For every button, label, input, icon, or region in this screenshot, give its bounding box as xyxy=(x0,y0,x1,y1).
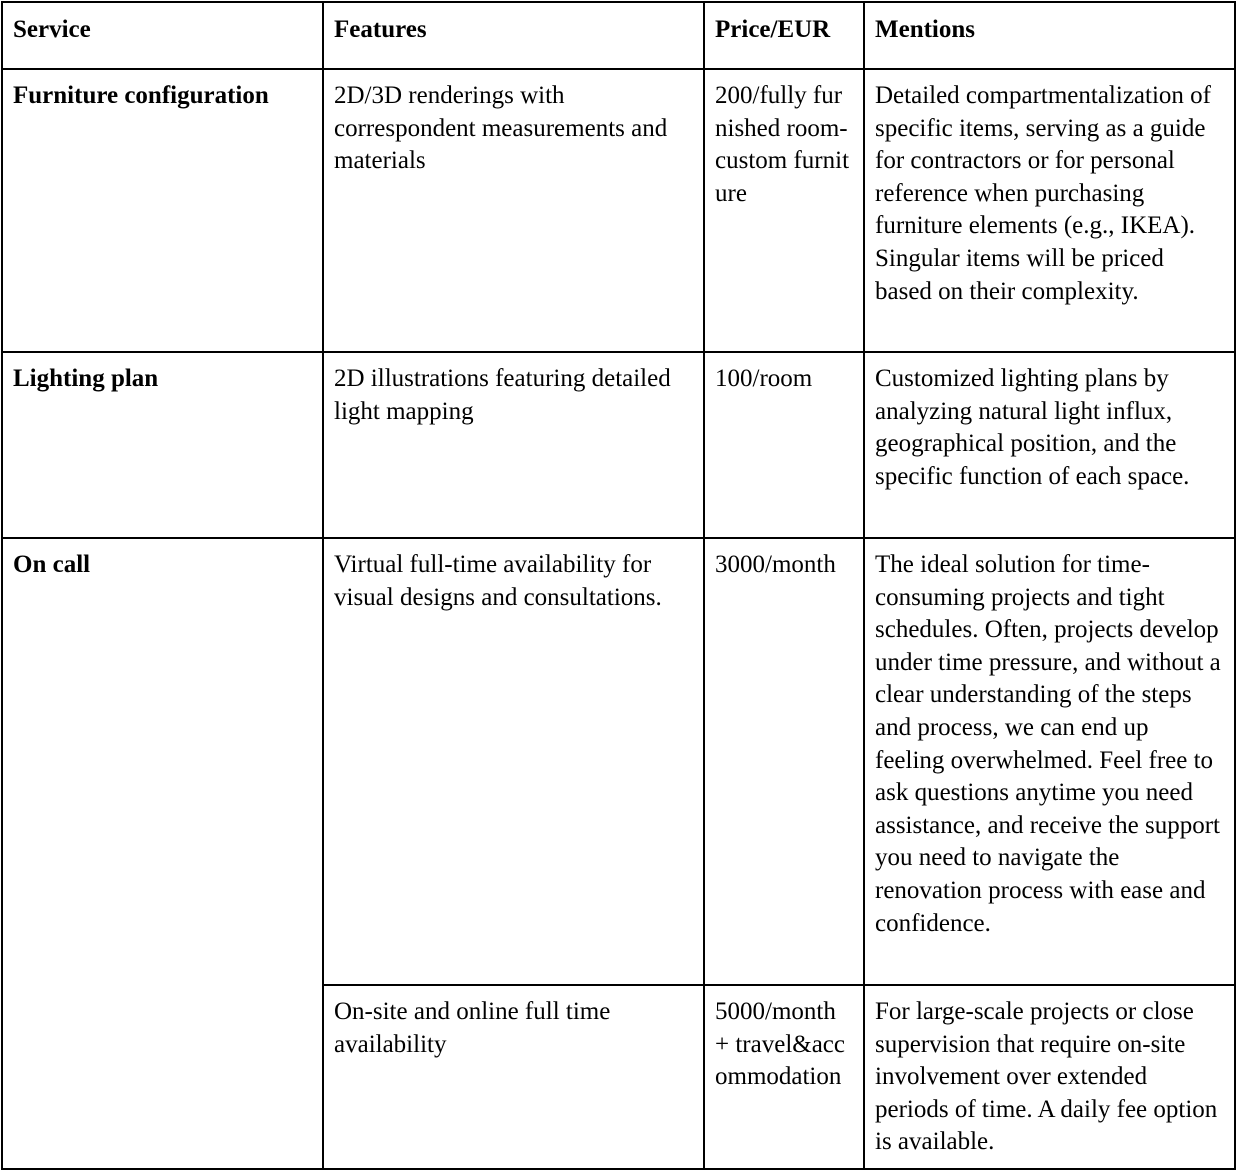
mentions-cell: Customized lighting plans by analyzing natural light influx, geographical position, and the specific function of each space. xyxy=(864,352,1235,538)
service-cell: Lighting plan xyxy=(2,352,323,538)
price-cell: 5000/month + travel&accommodation xyxy=(704,985,864,1169)
service-cell: On call xyxy=(2,538,323,1169)
table-row xyxy=(2,352,1235,538)
header-mentions: Mentions xyxy=(864,2,1235,69)
mentions-cell: The ideal solution for time-consuming projects and tight schedules. Often, projects develop under time pressure, and without a clear understanding of the steps and process, we can end up feeling overwhelmed. Feel free to ask questions anytime you need assistance, and receive the support you need to navigate the renovation process with ease and confidence. xyxy=(864,538,1235,985)
header-features: Features xyxy=(323,2,704,69)
features-cell: On-site and online full time availability xyxy=(323,985,704,1169)
mentions-cell: Detailed compartmentalization of specific items, serving as a guide for contractors or for personal reference when purchasing furniture elements (e.g., IKEA). Singular items will be priced based on their complexity. xyxy=(864,69,1235,352)
header-service: Service xyxy=(2,2,323,69)
services-pricing-table xyxy=(1,1,1236,1170)
table-row xyxy=(2,69,1235,352)
price-cell: 100/room xyxy=(704,352,864,538)
table-header-row xyxy=(2,2,1235,69)
price-text: 200/fully furnished room- custom furniture xyxy=(715,82,850,207)
features-cell: Virtual full-time availability for visual designs and consultations. xyxy=(323,538,704,985)
price-cell: 3000/month xyxy=(704,538,864,985)
price-cell xyxy=(704,69,864,352)
header-price: Price/EUR xyxy=(704,2,864,69)
features-cell: 2D/3D renderings with correspondent measurements and materials xyxy=(323,69,704,352)
mentions-cell: For large-scale projects or close supervision that require on-site involvement over extended periods of time. A daily fee option is available. xyxy=(864,985,1235,1169)
table-row xyxy=(2,538,1235,985)
service-cell: Furniture configuration xyxy=(2,69,323,352)
features-cell: 2D illustrations featuring detailed light mapping xyxy=(323,352,704,538)
